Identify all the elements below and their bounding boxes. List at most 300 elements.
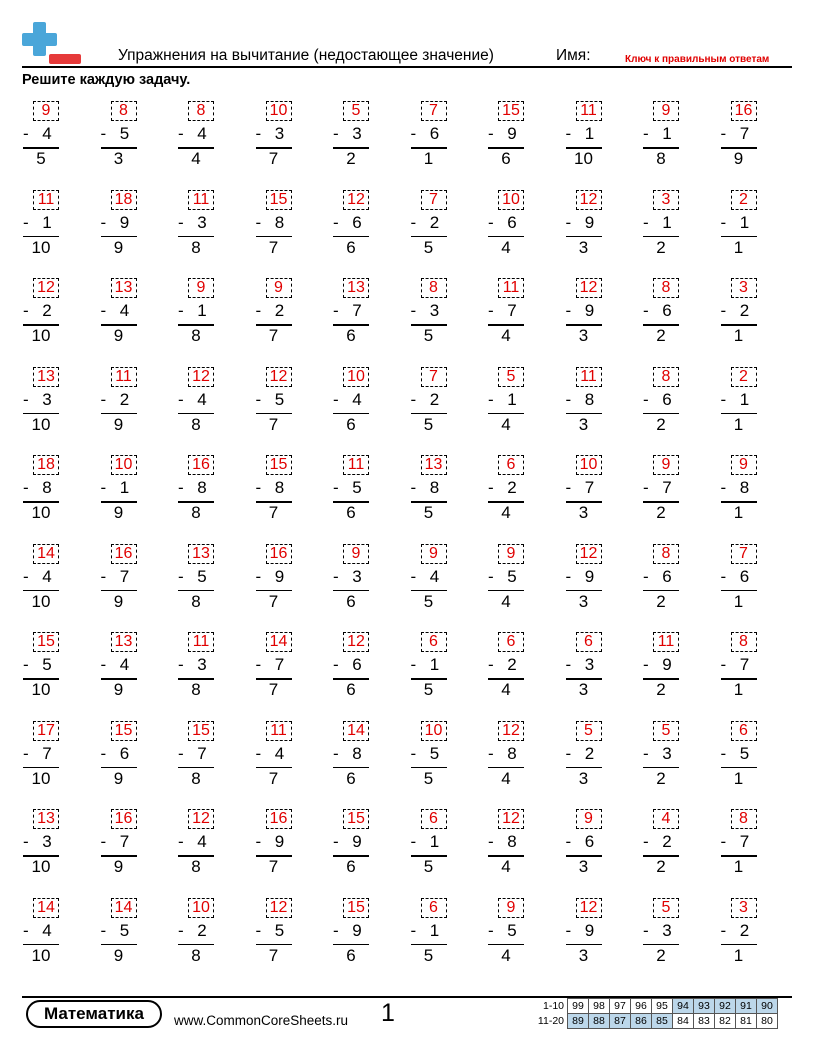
subtrahend: 5 (274, 389, 285, 409)
score-cell: 86 (631, 1014, 652, 1029)
minus-sign: - (565, 124, 572, 143)
difference: 3 (113, 149, 124, 168)
subtrahend: 8 (352, 743, 362, 763)
answer-line (411, 590, 447, 592)
difference: 10 (31, 591, 51, 611)
problem-item (642, 97, 702, 169)
subtrahend: 2 (584, 743, 595, 763)
problem-item (565, 805, 625, 877)
missing-value-answer: 6 (576, 632, 602, 652)
subtrahend: 2 (274, 301, 285, 320)
answer-line (643, 413, 679, 415)
minus-sign: - (565, 389, 572, 409)
minus-sign: - (410, 566, 417, 586)
subtrahend: 4 (119, 301, 130, 320)
problem-item (487, 274, 547, 346)
problem-item (177, 274, 237, 346)
minus-sign: - (255, 478, 262, 497)
problem-item (565, 186, 625, 258)
minus-sign: - (100, 212, 107, 232)
missing-value-answer: 14 (111, 898, 137, 918)
missing-value-answer: 9 (498, 898, 524, 918)
minus-sign: - (488, 212, 494, 232)
difference: 2 (656, 945, 666, 965)
minus-sign: - (720, 124, 727, 143)
missing-value-answer: 9 (576, 809, 602, 829)
problem-item (720, 717, 780, 789)
score-row (524, 1014, 778, 1029)
missing-value-answer: 10 (498, 190, 524, 210)
subtrahend: 8 (429, 478, 440, 497)
difference: 6 (346, 503, 356, 522)
subtrahend: 5 (274, 920, 285, 940)
problem-item (177, 97, 237, 169)
score-cell: 81 (736, 1014, 757, 1029)
answer-line (256, 590, 292, 592)
missing-value-answer: 12 (188, 367, 214, 387)
subtrahend: 4 (119, 655, 130, 674)
missing-value-answer: 9 (188, 278, 214, 298)
answer-key-label: Ключ к правильным ответам (625, 54, 770, 65)
minus-sign: - (23, 655, 29, 674)
minus-sign: - (488, 920, 494, 940)
problem-item (22, 186, 82, 258)
difference: 1 (733, 857, 744, 876)
score-cell: 96 (631, 999, 652, 1014)
answer-line (256, 236, 292, 238)
answer-line (23, 767, 59, 769)
minus-sign: - (333, 301, 339, 320)
subtrahend: 3 (584, 655, 595, 674)
score-cell: 80 (757, 1014, 778, 1029)
subtrahend: 3 (352, 124, 362, 143)
subtrahend: 9 (274, 832, 285, 851)
missing-value-answer: 15 (111, 721, 137, 741)
minus-sign: - (720, 655, 727, 674)
minus-sign: - (333, 743, 339, 763)
problem-item (255, 717, 315, 789)
minus-sign: - (23, 124, 29, 143)
answer-line (721, 944, 757, 946)
missing-value-answer: 5 (576, 721, 602, 741)
missing-value-answer: 16 (111, 544, 137, 564)
difference: 7 (268, 414, 279, 434)
difference: 5 (423, 857, 434, 876)
minus-sign: - (178, 124, 184, 143)
answer-line (178, 413, 214, 415)
subtrahend: 9 (662, 655, 672, 674)
problem-item (410, 97, 470, 169)
math-logo-icon (22, 22, 82, 66)
subtrahend: 4 (42, 566, 52, 586)
minus-sign: - (100, 301, 107, 320)
minus-sign: - (178, 212, 184, 232)
problem-item (487, 97, 547, 169)
difference: 8 (191, 326, 201, 345)
difference: 1 (423, 149, 434, 168)
missing-value-answer: 11 (343, 455, 369, 475)
subtrahend: 1 (429, 655, 440, 674)
subtrahend: 8 (507, 743, 517, 763)
subtrahend: 1 (429, 920, 440, 940)
answer-line (643, 236, 679, 238)
minus-sign: - (100, 920, 107, 940)
difference: 4 (501, 414, 511, 434)
subtrahend: 5 (507, 920, 517, 940)
answer-line (23, 413, 59, 415)
problem-item (255, 451, 315, 523)
answer-line (488, 590, 524, 592)
problem-item (255, 186, 315, 258)
minus-sign: - (488, 124, 494, 143)
minus-sign: - (488, 743, 494, 763)
problem-item (255, 628, 315, 700)
missing-value-answer: 6 (498, 455, 524, 475)
difference: 4 (501, 591, 511, 611)
missing-value-answer: 13 (33, 809, 59, 829)
minus-sign: - (178, 920, 184, 940)
missing-value-answer: 13 (188, 544, 214, 564)
minus-sign: - (720, 566, 727, 586)
subtrahend: 1 (662, 124, 672, 143)
missing-value-answer: 11 (111, 367, 137, 387)
subtrahend: 3 (662, 743, 672, 763)
subtrahend: 6 (429, 124, 440, 143)
missing-value-answer: 12 (576, 898, 602, 918)
missing-value-answer: 16 (731, 101, 757, 121)
subtrahend: 8 (274, 478, 285, 497)
problem-item (565, 274, 625, 346)
subtrahend: 9 (584, 566, 595, 586)
problem-item (410, 363, 470, 435)
subtrahend: 6 (352, 212, 362, 232)
score-cell: 91 (736, 999, 757, 1014)
minus-sign: - (255, 655, 262, 674)
missing-value-answer: 7 (421, 190, 447, 210)
problem-item (565, 363, 625, 435)
subtrahend: 9 (274, 566, 285, 586)
missing-value-answer: 2 (731, 190, 757, 210)
score-cell: 97 (610, 999, 631, 1014)
minus-sign: - (410, 124, 417, 143)
subtrahend: 5 (119, 124, 130, 143)
subtrahend: 8 (507, 832, 517, 851)
minus-sign: - (333, 566, 339, 586)
missing-value-answer: 10 (188, 898, 214, 918)
problem-item (255, 363, 315, 435)
minus-sign: - (410, 655, 417, 674)
problem-item (177, 363, 237, 435)
problem-item (22, 274, 82, 346)
score-row-label: 1-10 (542, 1000, 564, 1012)
difference: 2 (656, 680, 666, 699)
difference: 3 (578, 414, 589, 434)
missing-value-answer: 7 (421, 101, 447, 121)
difference: 6 (501, 149, 511, 168)
minus-sign: - (488, 478, 494, 497)
problem-item (720, 274, 780, 346)
problem-item (487, 628, 547, 700)
minus-sign: - (23, 566, 29, 586)
problem-grid (22, 97, 792, 977)
problem-item (410, 274, 470, 346)
missing-value-answer: 8 (421, 278, 447, 298)
missing-value-answer: 15 (498, 101, 524, 121)
answer-line (488, 767, 524, 769)
missing-value-answer: 5 (653, 721, 679, 741)
subtrahend: 7 (507, 301, 517, 320)
difference: 10 (31, 857, 51, 876)
difference: 7 (268, 857, 279, 876)
problem-item (332, 274, 392, 346)
difference: 5 (423, 326, 434, 345)
difference: 10 (31, 680, 51, 699)
difference: 8 (191, 591, 201, 611)
minus-sign: - (643, 124, 649, 143)
answer-line (101, 767, 137, 769)
minus-sign: - (255, 832, 262, 851)
missing-value-answer: 5 (498, 367, 524, 387)
difference: 9 (113, 414, 124, 434)
minus-sign: - (720, 478, 727, 497)
problem-item (487, 717, 547, 789)
answer-line (178, 944, 214, 946)
missing-value-answer: 12 (188, 809, 214, 829)
problem-item (487, 805, 547, 877)
missing-value-answer: 8 (653, 278, 679, 298)
subtrahend: 5 (197, 566, 207, 586)
minus-sign: - (178, 478, 184, 497)
subtrahend: 9 (584, 301, 595, 320)
minus-sign: - (410, 301, 417, 320)
problem-item (410, 628, 470, 700)
missing-value-answer: 10 (343, 367, 369, 387)
score-cell: 89 (568, 1014, 589, 1029)
problem-item (487, 186, 547, 258)
problem-item (720, 451, 780, 523)
subtrahend: 6 (352, 655, 362, 674)
minus-sign: - (333, 832, 339, 851)
problem-item (642, 274, 702, 346)
problem-item (332, 186, 392, 258)
minus-sign: - (643, 655, 649, 674)
missing-value-answer: 12 (498, 721, 524, 741)
subtrahend: 7 (739, 124, 750, 143)
missing-value-answer: 5 (653, 898, 679, 918)
missing-value-answer: 12 (498, 809, 524, 829)
subtrahend: 8 (274, 212, 285, 232)
minus-sign: - (178, 389, 184, 409)
difference: 10 (574, 149, 593, 168)
missing-value-answer: 11 (576, 367, 602, 387)
minus-sign: - (565, 832, 572, 851)
missing-value-answer: 15 (266, 190, 292, 210)
difference: 8 (656, 149, 666, 168)
worksheet-title: Упражнения на вычитание (недостающее значение) (118, 47, 494, 64)
minus-sign: - (720, 920, 727, 940)
answer-line (566, 944, 602, 946)
minus-sign: - (488, 832, 494, 851)
subtrahend: 5 (42, 655, 52, 674)
difference: 4 (501, 680, 511, 699)
problem-item (642, 540, 702, 612)
answer-line (566, 590, 602, 592)
difference: 1 (733, 945, 744, 965)
problem-item (100, 805, 160, 877)
minus-sign: - (488, 301, 494, 320)
difference: 10 (31, 414, 51, 434)
subtrahend: 2 (119, 389, 130, 409)
subtrahend: 3 (274, 124, 285, 143)
minus-sign: - (565, 212, 572, 232)
answer-line (333, 767, 369, 769)
difference: 8 (191, 680, 201, 699)
minus-sign: - (255, 566, 262, 586)
missing-value-answer: 8 (111, 101, 137, 121)
problem-item (642, 628, 702, 700)
minus-sign: - (100, 832, 107, 851)
subtrahend: 9 (352, 920, 362, 940)
difference: 7 (268, 945, 279, 965)
minus-sign: - (100, 743, 107, 763)
subtrahend: 3 (42, 832, 52, 851)
minus-sign: - (333, 920, 339, 940)
problem-item (565, 97, 625, 169)
missing-value-answer: 13 (33, 367, 59, 387)
subtrahend: 9 (507, 124, 517, 143)
difference: 2 (656, 857, 666, 876)
subtrahend: 4 (197, 124, 207, 143)
difference: 9 (733, 149, 744, 168)
problem-item (22, 628, 82, 700)
missing-value-answer: 12 (576, 190, 602, 210)
missing-value-answer: 11 (576, 101, 602, 121)
subtrahend: 2 (739, 920, 750, 940)
problem-item (100, 186, 160, 258)
subtrahend: 2 (507, 655, 517, 674)
problem-item (410, 451, 470, 523)
minus-sign: - (100, 478, 107, 497)
subtrahend: 1 (429, 832, 440, 851)
score-table (524, 998, 778, 1029)
minus-sign: - (255, 389, 262, 409)
problem-item (177, 451, 237, 523)
difference: 9 (113, 857, 124, 876)
difference: 2 (656, 237, 666, 257)
missing-value-answer: 14 (343, 721, 369, 741)
difference: 2 (656, 326, 666, 345)
minus-sign: - (178, 743, 184, 763)
difference: 7 (268, 149, 279, 168)
difference: 7 (268, 680, 279, 699)
problem-item (565, 717, 625, 789)
score-cell: 98 (589, 999, 610, 1014)
subtrahend: 7 (739, 832, 750, 851)
missing-value-answer: 9 (266, 278, 292, 298)
missing-value-answer: 6 (421, 809, 447, 829)
subtrahend: 6 (662, 566, 672, 586)
problem-item (177, 540, 237, 612)
difference: 5 (423, 503, 434, 522)
problem-item (100, 274, 160, 346)
problem-item (642, 805, 702, 877)
minus-sign: - (23, 301, 29, 320)
missing-value-answer: 13 (111, 278, 137, 298)
brand-badge: Математика (26, 1000, 162, 1028)
problem-item (22, 363, 82, 435)
difference: 9 (113, 237, 124, 257)
problem-item (255, 97, 315, 169)
problem-item (565, 451, 625, 523)
problem-item (100, 97, 160, 169)
score-cell: 95 (652, 999, 673, 1014)
minus-sign: - (488, 566, 494, 586)
problem-item (410, 894, 470, 966)
subtrahend: 1 (584, 124, 595, 143)
problem-item (720, 97, 780, 169)
minus-sign: - (643, 566, 649, 586)
missing-value-answer: 13 (343, 278, 369, 298)
missing-value-answer: 4 (653, 809, 679, 829)
problem-item (100, 717, 160, 789)
difference: 6 (346, 680, 356, 699)
difference: 5 (423, 414, 434, 434)
missing-value-answer: 9 (33, 101, 59, 121)
answer-line (101, 590, 137, 592)
answer-line (178, 236, 214, 238)
minus-sign: - (23, 832, 29, 851)
subtrahend: 1 (197, 301, 207, 320)
subtrahend: 4 (197, 389, 207, 409)
missing-value-answer: 5 (343, 101, 369, 121)
difference: 3 (578, 591, 589, 611)
difference: 3 (578, 326, 589, 345)
problem-item (22, 97, 82, 169)
missing-value-answer: 9 (731, 455, 757, 475)
problem-item (565, 540, 625, 612)
minus-sign: - (178, 301, 184, 320)
answer-line (333, 944, 369, 946)
problem-item (22, 805, 82, 877)
minus-sign: - (23, 743, 29, 763)
minus-sign: - (100, 124, 107, 143)
difference: 8 (191, 414, 201, 434)
problem-item (565, 628, 625, 700)
difference: 7 (268, 503, 279, 522)
subtrahend: 9 (119, 212, 130, 232)
minus-sign: - (255, 301, 262, 320)
problem-item (642, 363, 702, 435)
difference: 9 (113, 945, 124, 965)
problem-item (100, 451, 160, 523)
missing-value-answer: 3 (653, 190, 679, 210)
difference: 9 (113, 591, 124, 611)
difference: 4 (501, 945, 511, 965)
subtrahend: 7 (352, 301, 362, 320)
missing-value-answer: 8 (731, 632, 757, 652)
problem-item (720, 363, 780, 435)
missing-value-answer: 11 (653, 632, 679, 652)
subtrahend: 2 (197, 920, 207, 940)
difference: 1 (733, 414, 744, 434)
difference: 4 (501, 857, 511, 876)
missing-value-answer: 14 (266, 632, 292, 652)
answer-line (643, 590, 679, 592)
minus-sign: - (643, 301, 649, 320)
answer-line (178, 767, 214, 769)
difference: 10 (31, 503, 51, 522)
problem-item (720, 805, 780, 877)
